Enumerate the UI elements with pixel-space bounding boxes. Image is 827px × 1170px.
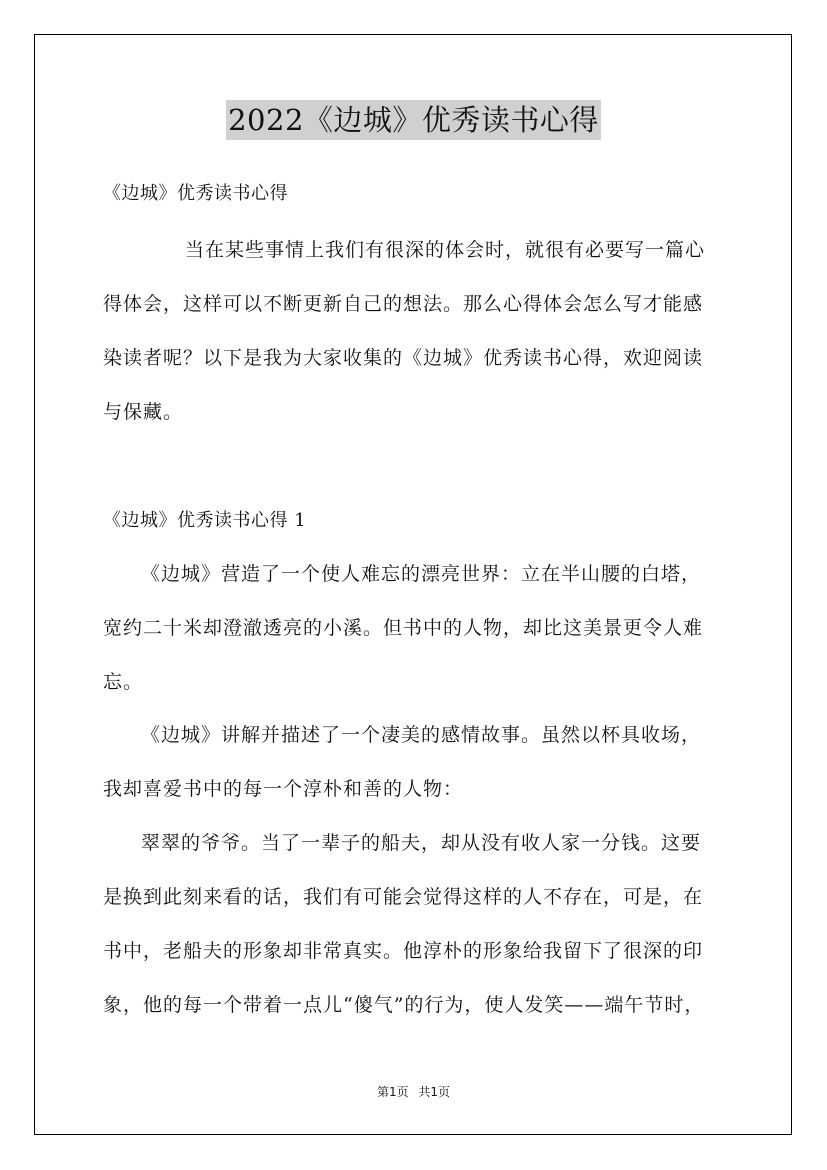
- document-subtitle: 《边城》优秀读书心得: [103, 183, 288, 204]
- page-footer: [0, 1083, 827, 1100]
- paragraph-line: 《边城》讲解并描述了一个凄美的感情故事。虽然以杯具收场，: [141, 724, 702, 746]
- paragraph-line: 翠翠的爷爷。当了一辈子的船夫，却从没有收人家一分钱。这要: [141, 832, 702, 854]
- paragraph-line: 宽约二十米却澄澈透亮的小溪。但书中的人物，却比这美景更令人难: [103, 617, 704, 639]
- title-wrap: [0, 100, 827, 140]
- paragraph-line: 我却喜爱书中的每一个淳朴和善的人物：: [103, 778, 464, 800]
- paragraph-line: 是换到此刻来看的话，我们有可能会觉得这样的人不存在，可是，在: [103, 886, 704, 908]
- paragraph-line: 象，他的每一个带着一点儿“傻气”的行为，使人发笑——端午节时，: [103, 994, 705, 1016]
- intro-line: 得体会，这样可以不断更新自己的想法。那么心得体会怎么写才能感: [103, 293, 704, 315]
- paragraph-line: 《边城》营造了一个使人难忘的漂亮世界：立在半山腰的白塔，: [141, 563, 702, 585]
- intro-line: 当在某些事情上我们有很深的体会时，就很有必要写一篇心: [185, 239, 706, 261]
- intro-line: 染读者呢？以下是我为大家收集的《边城》优秀读书心得，欢迎阅读: [103, 347, 704, 369]
- intro-line: 与保藏。: [103, 401, 184, 423]
- page-number: 第1页: [376, 1085, 409, 1099]
- page-total: 共1页: [418, 1085, 451, 1099]
- paragraph-line: 书中，老船夫的形象却非常真实。他淳朴的形象给我留下了很深的印: [103, 940, 704, 962]
- document-title: 2022《边城》优秀读书心得: [226, 100, 601, 140]
- paragraph-line: 忘。: [103, 671, 144, 693]
- section-heading: 《边城》优秀读书心得 1: [103, 510, 307, 531]
